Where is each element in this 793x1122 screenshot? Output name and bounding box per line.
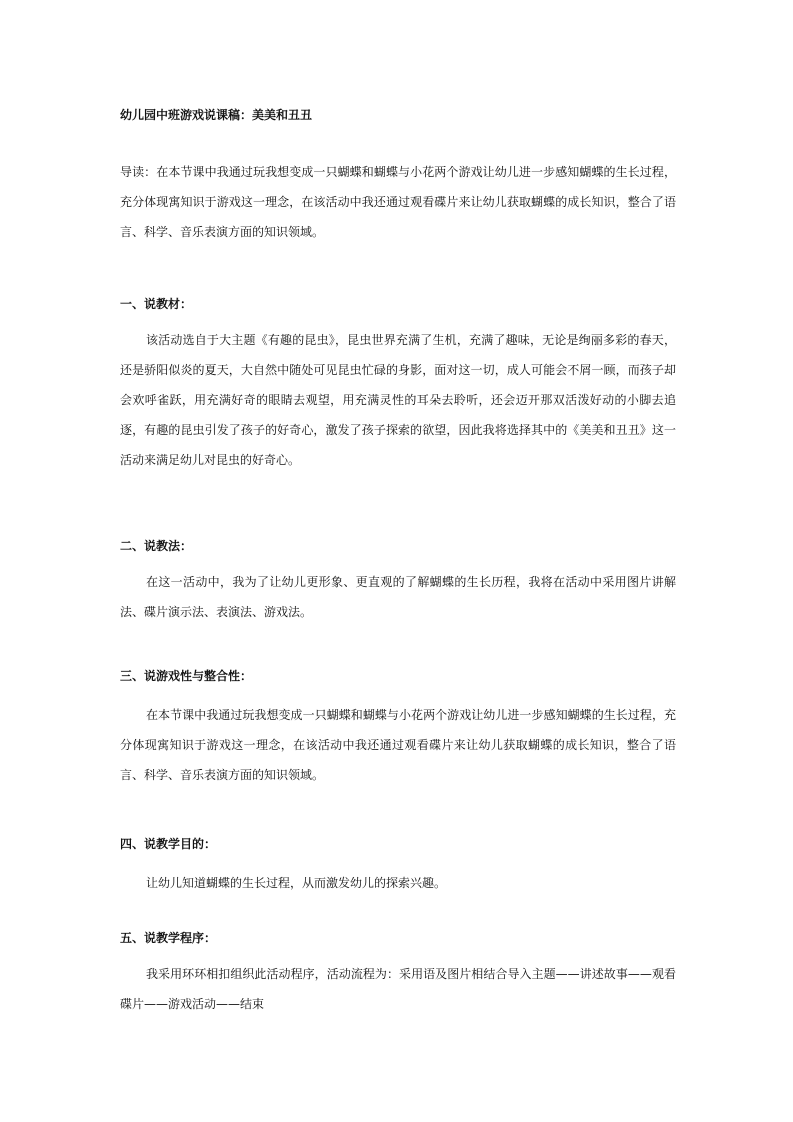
section-5-body: 我采用环环相扣组织此活动程序，活动流程为：采用语及图片相结合导入主题——讲述故事——观看碟片——游戏活动——结束 xyxy=(120,967,676,1011)
section-1-body: 该活动选自于大主题《有趣的昆虫》，昆虫世界充满了生机，充满了趣味，无论是绚丽多彩的春天，还是骄阳似炎的夏天，大自然中随处可见昆虫忙碌的身影，面对这一切，成人可能会不屑一顾，而孩子却会欢呼雀跃，用充满好奇的眼睛去观望，用充满灵性的耳朵去聆听，还会迈开那双活泼好动的小脚去追逐，有趣的昆虫引发了孩子的好奇心，激发了孩子探索的欲望，因此我将选择其中的《美美和丑丑》这一活动来满足幼儿对昆虫的好奇心。 xyxy=(120,333,676,467)
section-2-body: 在这一活动中，我为了让幼儿更形象、更直观的了解蝴蝶的生长历程，我将在活动中采用图片讲解法、碟片演示法、表演法、游戏法。 xyxy=(120,575,676,619)
section-4-body: 让幼儿知道蝴蝶的生长过程，从而激发幼儿的探索兴趣。 xyxy=(146,876,447,890)
intro-paragraph: 导读：在本节课中我通过玩我想变成一只蝴蝶和蝴蝶与小花两个游戏让幼儿进一步感知蝴蝶的生长过程，充分体现寓知识于游戏这一理念，在该活动中我还通过观看碟片来让幼儿获取蝴蝶的成长知识，整合了语言、科学、音乐表演方面的知识领域。 xyxy=(120,165,676,239)
document-title: 幼儿园中班游戏说课稿：美美和丑丑 xyxy=(120,108,313,122)
section-3-body: 在本节课中我通过玩我想变成一只蝴蝶和蝴蝶与小花两个游戏让幼儿进一步感知蝴蝶的生长过程，充分体现寓知识于游戏这一理念，在该活动中我还通过观看碟片来让幼儿获取蝴蝶的成长知识，整合了语言、科学、音乐表演方面的知识领域。 xyxy=(120,708,676,782)
section-5-heading: 五、说教学程序： xyxy=(120,931,217,945)
section-2-heading: 二、说教法： xyxy=(120,539,193,553)
section-1-heading: 一、说教材： xyxy=(120,297,193,311)
section-4-heading: 四、说教学目的： xyxy=(120,837,217,851)
section-3-heading: 三、说游戏性与整合性： xyxy=(120,669,253,683)
